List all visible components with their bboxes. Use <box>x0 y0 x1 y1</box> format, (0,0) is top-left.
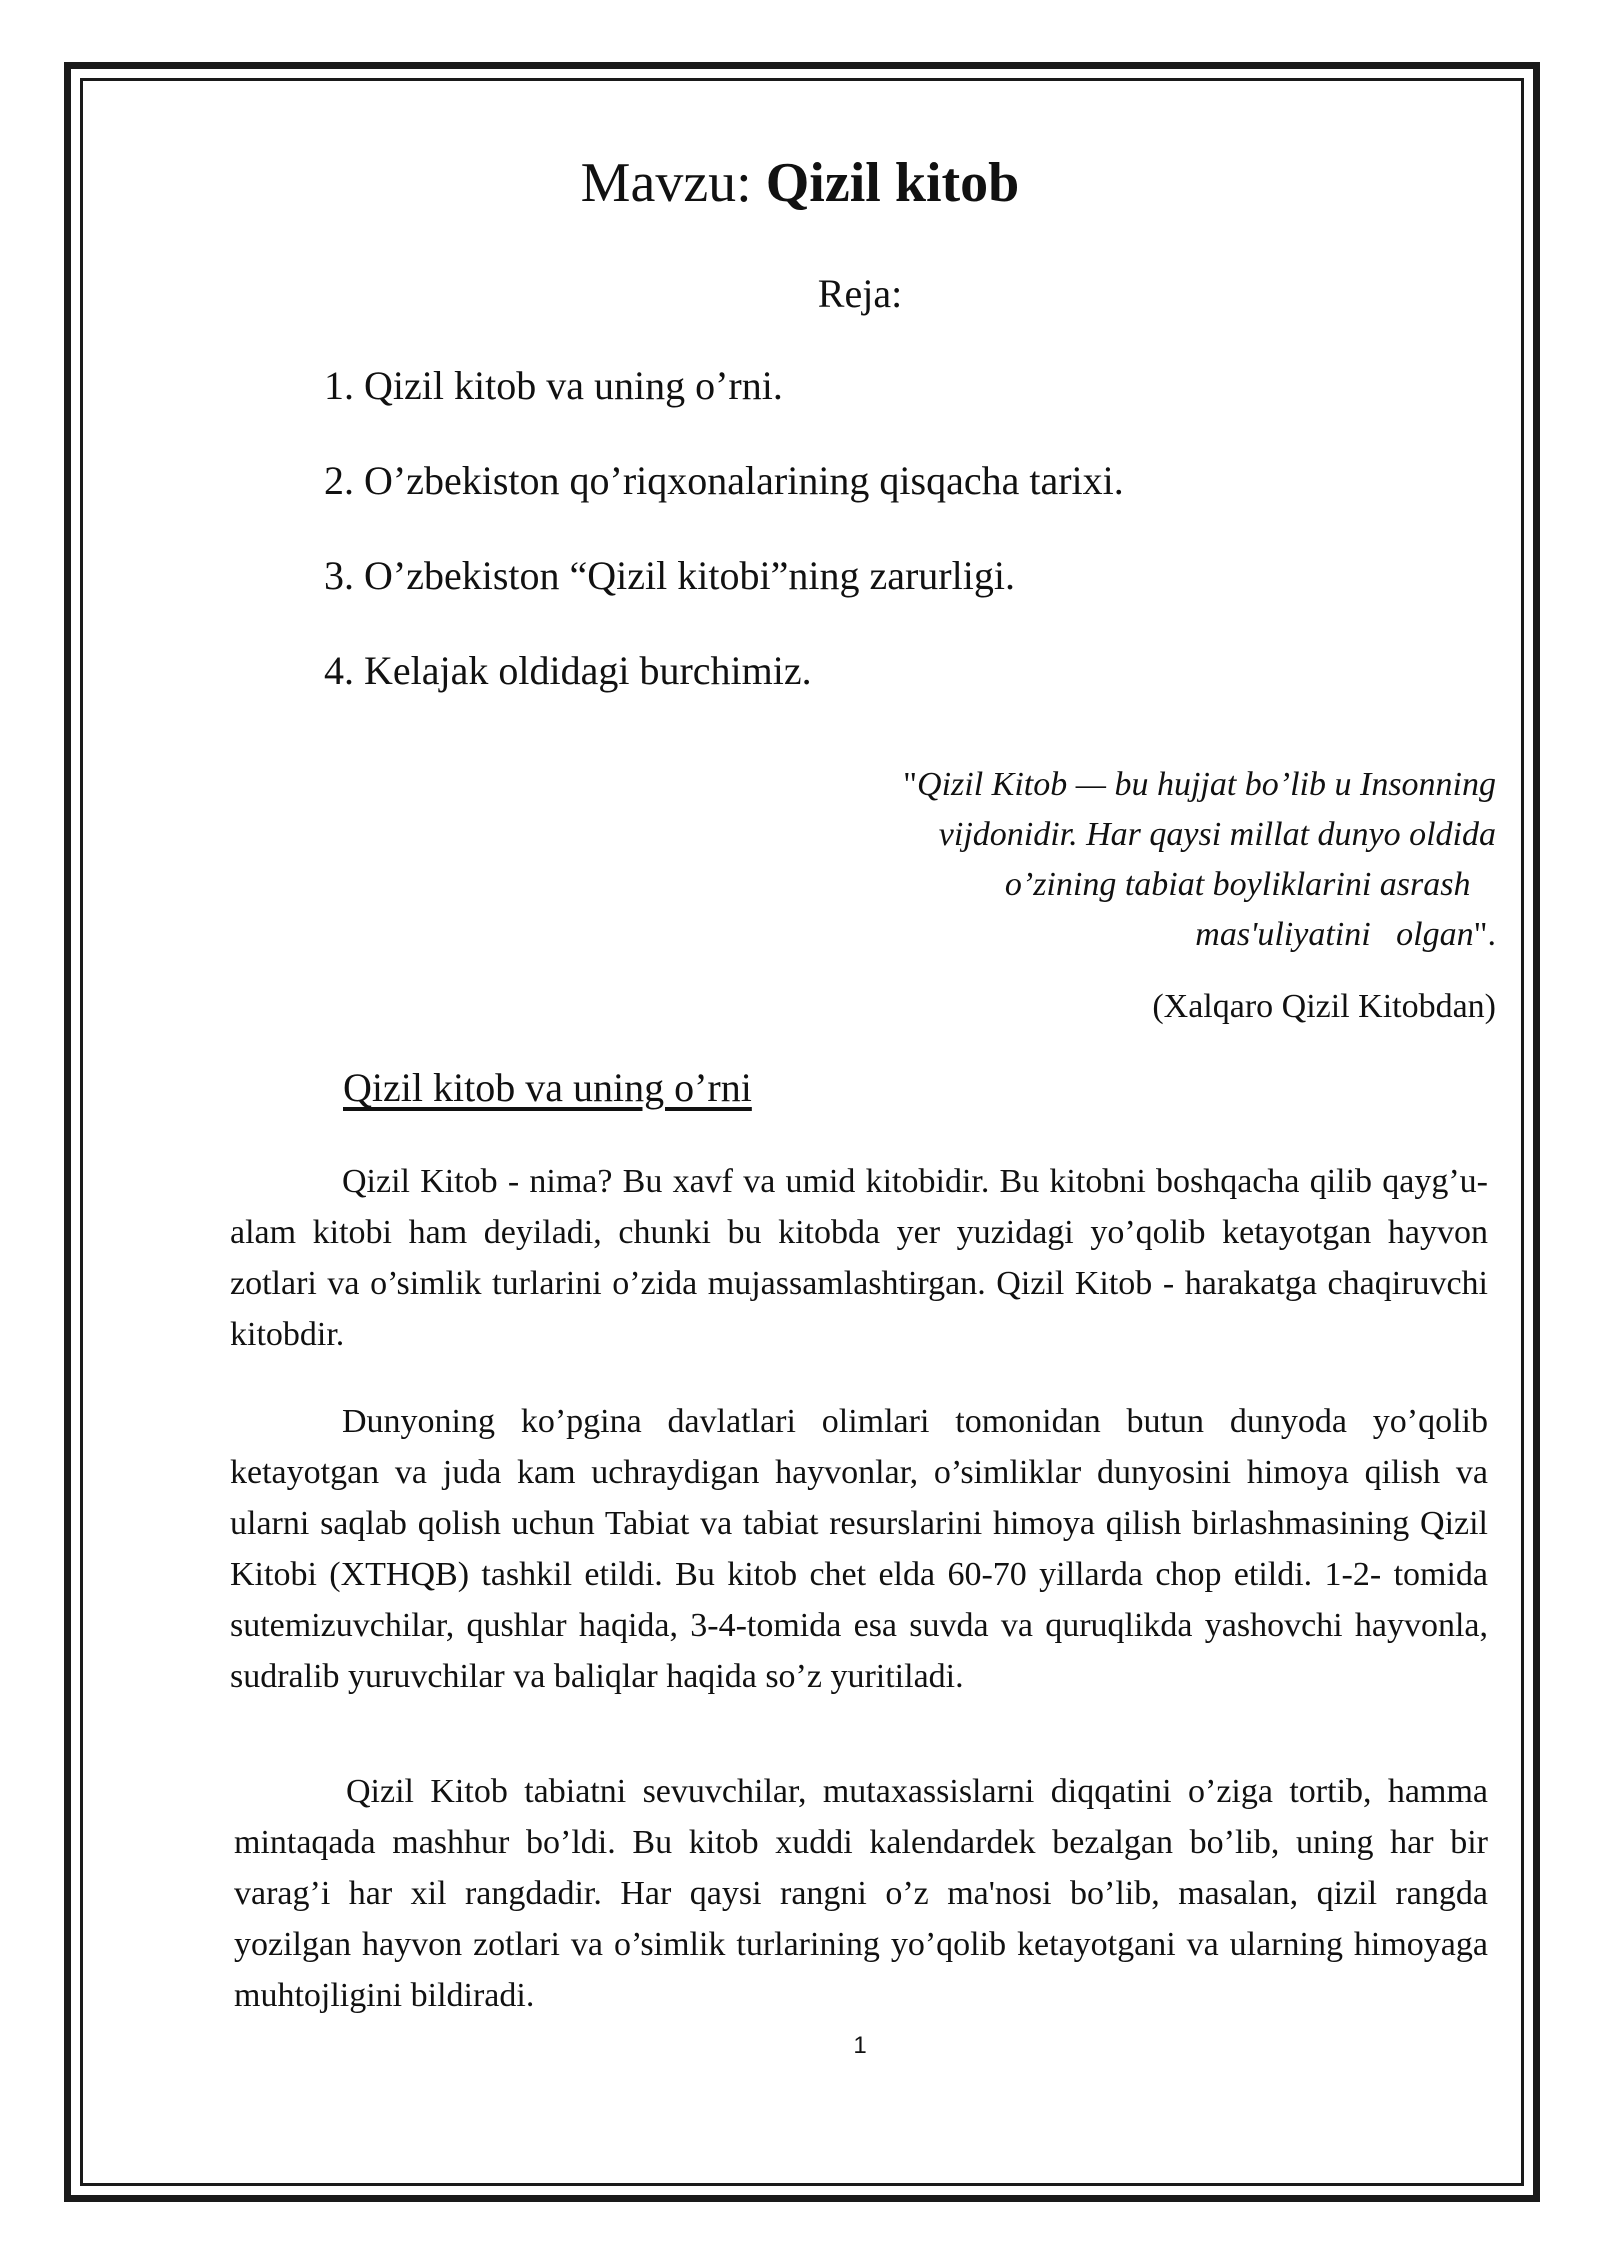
plan-item: 4. Kelajak oldidagi burchimiz. <box>324 648 812 693</box>
body-paragraph: Dunyoning ko’pgina davlatlari olimlari tomonidan butun dunyoda yo’qolib ketayotgan va juda kam uchraydigan hayvonlar, o’simliklar dunyosini himoya qilish va ularni saqlab qolish uchun Tabiat va tabiat resurslarini himoya qilish birlashmasining Qizil Kitobi (XTHQB) tashkil etildi. Bu kitob chet elda 60-70 yillarda chop etildi. 1-2- tomida sutemizuvchilar, qushlar haqida, 3-4-tomida esa suvda va quruqlikda yashovchi hayvonla, sudralib yuruvchilar va baliqlar haqida so’z yuritiladi. <box>230 1403 1488 1695</box>
section-heading: Qizil kitob va uning o’rni <box>343 1065 752 1110</box>
plan-label: Reja: <box>817 271 903 316</box>
body-paragraph: Qizil Kitob tabiatni sevuvchilar, mutaxassislarni diqqatini o’ziga tortib, hamma mintaqada mashhur bo’ldi. Bu kitob xuddi kalendardek bezalgan bo’lib, uning har bir varag’i har xil rangdadir. Har qaysi rangni o’z ma'nosi bo’lib, masalan, qizil rangda yozilgan hayvon zotlari va o’simlik turlarining yo’qolib ketayotgani va ularning himoyaga muhtojligini bildiradi. <box>234 1773 1488 2014</box>
title-prefix: Mavzu: <box>580 152 766 214</box>
plan-list <box>324 362 1124 742</box>
epigraph-line-4: mas'uliyatini olgan". <box>1195 916 1496 953</box>
page-title <box>0 150 1600 217</box>
epigraph-line-1: "Qizil Kitob — bu hujjat bo’lib u Insonning <box>903 766 1496 803</box>
epigraph-source: (Xalqaro Qizil Kitobdan) <box>1152 988 1496 1025</box>
body-paragraph: Qizil Kitob - nima? Bu xavf va umid kitobidir. Bu kitobni boshqacha qilib qayg’u-alam kitobi ham deyiladi, chunki bu kitobda yer yuzidagi yo’qolib ketayotgan hayvon zotlari va o’simlik turlarini o’zida mujassamlashtirgan. Qizil Kitob - harakatga chaqiruvchi kitobdir. <box>230 1163 1488 1353</box>
epigraph-line-2: vijdonidir. Har qaysi millat dunyo oldida <box>938 816 1496 853</box>
epigraph-line-3: o’zining tabiat boyliklarini asrash <box>1004 866 1471 903</box>
plan-item: 2. O’zbekiston qo’riqxonalarining qisqacha tarixi. <box>324 458 1124 503</box>
epigraph-close-quote: ". <box>1473 916 1496 953</box>
epigraph-open-quote: " <box>903 766 918 803</box>
plan-item: 1. Qizil kitob va uning o’rni. <box>324 363 783 408</box>
title-topic: Qizil kitob <box>765 152 1020 214</box>
plan-item: 3. O’zbekiston “Qizil kitobi”ning zarurligi. <box>324 553 1015 598</box>
page-number: 1 <box>853 2032 867 2059</box>
epigraph-quote <box>796 760 1496 960</box>
